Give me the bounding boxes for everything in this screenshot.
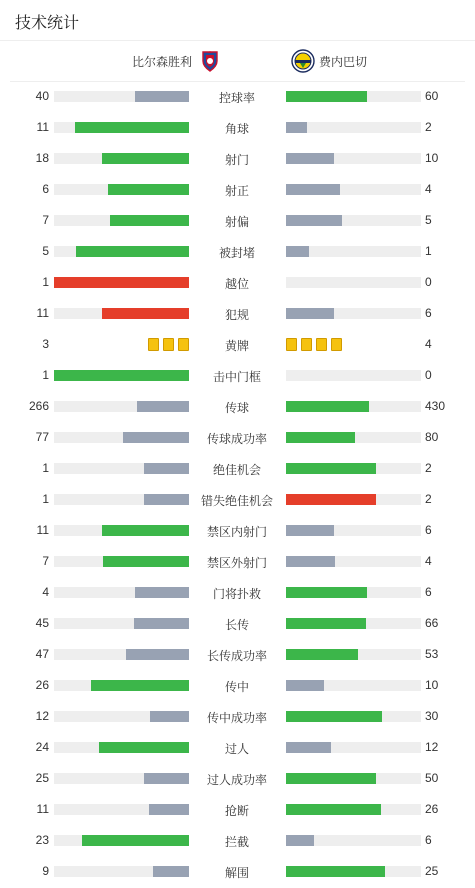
stat-label: 被封堵	[218, 246, 255, 260]
home-value: 11	[36, 306, 49, 320]
away-bar-track	[286, 215, 421, 226]
away-bar-track	[286, 246, 421, 257]
home-value: 1	[42, 275, 49, 289]
home-yellow-cards	[148, 338, 189, 351]
stat-row	[0, 608, 475, 639]
away-bar-fill	[286, 122, 307, 133]
away-value: 26	[425, 802, 439, 816]
home-value: 18	[35, 151, 49, 165]
stat-row	[0, 639, 475, 670]
away-bar-fill	[286, 91, 367, 102]
stat-label: 传球成功率	[206, 432, 267, 446]
home-value: 47	[35, 647, 49, 661]
home-value: 7	[42, 213, 49, 227]
stat-label: 过人成功率	[206, 773, 267, 787]
away-bar-track	[286, 773, 421, 784]
home-value: 5	[42, 244, 49, 258]
away-value: 30	[425, 709, 439, 723]
home-bar-fill	[102, 153, 189, 164]
stat-row	[0, 360, 475, 391]
stat-label: 射正	[224, 184, 249, 198]
away-bar-track	[286, 401, 421, 412]
away-bar-fill	[286, 184, 340, 195]
stat-label: 传球	[224, 401, 249, 415]
away-yellow-cards	[286, 338, 342, 351]
home-bar-fill	[144, 494, 189, 505]
away-bar-fill	[286, 680, 324, 691]
home-bar-track	[54, 370, 189, 381]
home-bar-track	[54, 804, 189, 815]
away-value: 53	[425, 647, 439, 661]
home-bar-fill	[76, 246, 189, 257]
stat-label: 绝佳机会	[212, 463, 261, 477]
home-bar-track	[54, 184, 189, 195]
yellow-card-icon	[331, 338, 342, 351]
away-team-name: 费内巴切	[319, 54, 368, 69]
away-bar-track	[286, 153, 421, 164]
stats-list	[0, 81, 475, 887]
away-bar-track	[286, 525, 421, 536]
home-bar-track	[54, 308, 189, 319]
away-bar-fill	[286, 246, 309, 257]
away-bar-track	[286, 742, 421, 753]
stat-label: 击中门框	[212, 370, 261, 384]
away-bar-track	[286, 91, 421, 102]
stat-row	[0, 856, 475, 887]
home-bar-track	[54, 246, 189, 257]
away-value: 2	[425, 461, 432, 475]
away-value: 50	[425, 771, 439, 785]
home-bar-fill	[135, 91, 189, 102]
home-value: 4	[42, 585, 49, 599]
home-bar-fill	[108, 184, 189, 195]
stat-label: 传中成功率	[206, 711, 267, 725]
away-bar-fill	[286, 432, 355, 443]
home-bar-track	[54, 494, 189, 505]
home-value: 266	[28, 399, 49, 413]
stat-label: 抢断	[224, 804, 249, 818]
away-bar-track	[286, 835, 421, 846]
stat-row	[0, 329, 475, 360]
away-bar-fill	[286, 835, 314, 846]
home-bar-track	[54, 866, 189, 877]
home-value: 12	[35, 709, 49, 723]
home-bar-fill	[134, 618, 189, 629]
home-bar-fill	[91, 680, 189, 691]
home-value: 11	[36, 802, 49, 816]
away-value: 12	[425, 740, 439, 754]
home-value: 3	[42, 337, 49, 351]
away-bar-track	[286, 587, 421, 598]
away-bar-fill	[286, 153, 334, 164]
away-bar-fill	[286, 866, 385, 877]
home-bar-fill	[149, 804, 189, 815]
away-bar-fill	[286, 649, 358, 660]
stat-label: 长传	[224, 618, 249, 632]
home-bar-fill	[137, 401, 189, 412]
away-value: 80	[425, 430, 439, 444]
home-bar-fill	[135, 587, 189, 598]
home-value: 77	[35, 430, 49, 444]
stat-label: 禁区内射门	[206, 525, 267, 539]
teams-header	[10, 41, 465, 82]
away-team-crest-icon	[291, 49, 315, 73]
away-bar-track	[286, 122, 421, 133]
home-value: 45	[35, 616, 49, 630]
away-value: 2	[425, 120, 432, 134]
home-bar-fill	[54, 370, 189, 381]
stat-row	[0, 391, 475, 422]
away-value: 4	[425, 337, 432, 351]
stat-row	[0, 732, 475, 763]
home-bar-fill	[82, 835, 189, 846]
away-value: 25	[425, 864, 439, 878]
yellow-card-icon	[286, 338, 297, 351]
away-bar-fill	[286, 494, 376, 505]
home-bar-track	[54, 401, 189, 412]
home-bar-fill	[103, 556, 189, 567]
away-value: 6	[425, 306, 432, 320]
home-value: 11	[36, 523, 49, 537]
away-bar-track	[286, 680, 421, 691]
home-bar-fill	[75, 122, 189, 133]
away-bar-track	[286, 556, 421, 567]
home-value: 6	[42, 182, 49, 196]
yellow-card-icon	[316, 338, 327, 351]
stat-label: 禁区外射门	[206, 556, 267, 570]
stat-row	[0, 484, 475, 515]
away-bar-track	[286, 463, 421, 474]
away-bar-track	[286, 432, 421, 443]
yellow-card-icon	[301, 338, 312, 351]
stat-row	[0, 546, 475, 577]
home-bar-track	[54, 525, 189, 536]
home-bar-fill	[144, 463, 189, 474]
home-bar-track	[54, 587, 189, 598]
home-bar-fill	[54, 277, 189, 288]
home-bar-track	[54, 153, 189, 164]
stat-row	[0, 143, 475, 174]
stat-row	[0, 174, 475, 205]
home-bar-track	[54, 122, 189, 133]
stat-label: 射门	[224, 153, 249, 167]
home-value: 23	[35, 833, 49, 847]
away-value: 10	[425, 151, 439, 165]
home-team[interactable]	[132, 41, 222, 81]
away-bar-track	[286, 804, 421, 815]
stat-label: 越位	[224, 277, 249, 291]
away-bar-track	[286, 184, 421, 195]
away-bar-track	[286, 866, 421, 877]
away-value: 0	[425, 275, 432, 289]
home-bar-track	[54, 463, 189, 474]
stat-label: 犯规	[224, 308, 249, 322]
away-value: 4	[425, 554, 432, 568]
away-bar-track	[286, 277, 421, 288]
away-value: 430	[425, 399, 446, 413]
stat-row	[0, 453, 475, 484]
away-bar-track	[286, 308, 421, 319]
away-bar-fill	[286, 556, 335, 567]
stat-row	[0, 577, 475, 608]
stat-row	[0, 794, 475, 825]
away-bar-track	[286, 618, 421, 629]
away-bar-track	[286, 370, 421, 381]
home-bar-track	[54, 773, 189, 784]
away-bar-fill	[286, 401, 369, 412]
stat-row	[0, 515, 475, 546]
home-bar-track	[54, 432, 189, 443]
away-bar-fill	[286, 215, 342, 226]
stat-row	[0, 236, 475, 267]
stat-label: 传中	[224, 680, 249, 694]
stat-row	[0, 422, 475, 453]
home-bar-track	[54, 618, 189, 629]
yellow-card-icon	[148, 338, 159, 351]
home-team-crest-icon	[198, 49, 222, 73]
stat-label: 控球率	[218, 91, 255, 105]
home-bar-fill	[126, 649, 189, 660]
page-title: 技术统计	[15, 15, 80, 32]
stat-row	[0, 670, 475, 701]
away-value: 6	[425, 585, 432, 599]
home-bar-track	[54, 835, 189, 846]
home-bar-track	[54, 711, 189, 722]
stat-row	[0, 701, 475, 732]
home-value: 1	[42, 492, 49, 506]
home-team-name: 比尔森胜利	[131, 54, 192, 69]
home-value: 1	[42, 368, 49, 382]
away-value: 0	[425, 368, 432, 382]
yellow-card-icon	[163, 338, 174, 351]
home-bar-track	[54, 91, 189, 102]
away-bar-fill	[286, 711, 382, 722]
home-value: 7	[42, 554, 49, 568]
stat-label: 过人	[224, 742, 249, 756]
home-bar-fill	[102, 525, 189, 536]
home-bar-fill	[150, 711, 189, 722]
home-bar-fill	[110, 215, 189, 226]
home-bar-fill	[99, 742, 189, 753]
stat-row	[0, 205, 475, 236]
home-value: 25	[35, 771, 49, 785]
away-team[interactable]	[291, 41, 367, 81]
away-value: 10	[425, 678, 439, 692]
home-value: 40	[35, 89, 49, 103]
home-bar-track	[54, 556, 189, 567]
stat-row	[0, 81, 475, 112]
home-bar-fill	[153, 866, 189, 877]
home-value: 26	[35, 678, 49, 692]
home-bar-track	[54, 215, 189, 226]
away-bar-fill	[286, 742, 331, 753]
home-value: 11	[36, 120, 49, 134]
home-bar-track	[54, 742, 189, 753]
home-bar-fill	[144, 773, 189, 784]
stat-label: 黄牌	[224, 339, 249, 353]
stat-label: 解围	[224, 866, 249, 880]
home-value: 24	[35, 740, 49, 754]
stat-label: 错失绝佳机会	[200, 494, 273, 508]
away-bar-fill	[286, 587, 367, 598]
away-value: 5	[425, 213, 432, 227]
away-value: 66	[425, 616, 439, 630]
away-bar-fill	[286, 463, 376, 474]
home-value: 9	[42, 864, 49, 878]
away-value: 6	[425, 833, 432, 847]
stat-label: 拦截	[224, 835, 249, 849]
away-bar-track	[286, 711, 421, 722]
home-bar-fill	[123, 432, 189, 443]
stat-row	[0, 298, 475, 329]
stat-row	[0, 825, 475, 856]
away-bar-track	[286, 494, 421, 505]
stat-label: 门将扑救	[212, 587, 261, 601]
away-bar-fill	[286, 525, 334, 536]
away-bar-fill	[286, 773, 376, 784]
home-bar-track	[54, 277, 189, 288]
away-bar-fill	[286, 618, 366, 629]
home-value: 1	[42, 461, 49, 475]
stat-label: 长传成功率	[206, 649, 267, 663]
home-bar-track	[54, 649, 189, 660]
away-value: 6	[425, 523, 432, 537]
away-value: 60	[425, 89, 439, 103]
stat-row	[0, 267, 475, 298]
away-bar-track	[286, 649, 421, 660]
home-bar-fill	[102, 308, 189, 319]
stat-row	[0, 763, 475, 794]
away-value: 2	[425, 492, 432, 506]
yellow-card-icon	[178, 338, 189, 351]
away-bar-fill	[286, 804, 381, 815]
away-value: 1	[425, 244, 432, 258]
home-bar-track	[54, 680, 189, 691]
away-value: 4	[425, 182, 432, 196]
stat-row	[0, 112, 475, 143]
stat-label: 角球	[224, 122, 249, 136]
stat-label: 射偏	[224, 215, 249, 229]
away-bar-fill	[286, 308, 334, 319]
